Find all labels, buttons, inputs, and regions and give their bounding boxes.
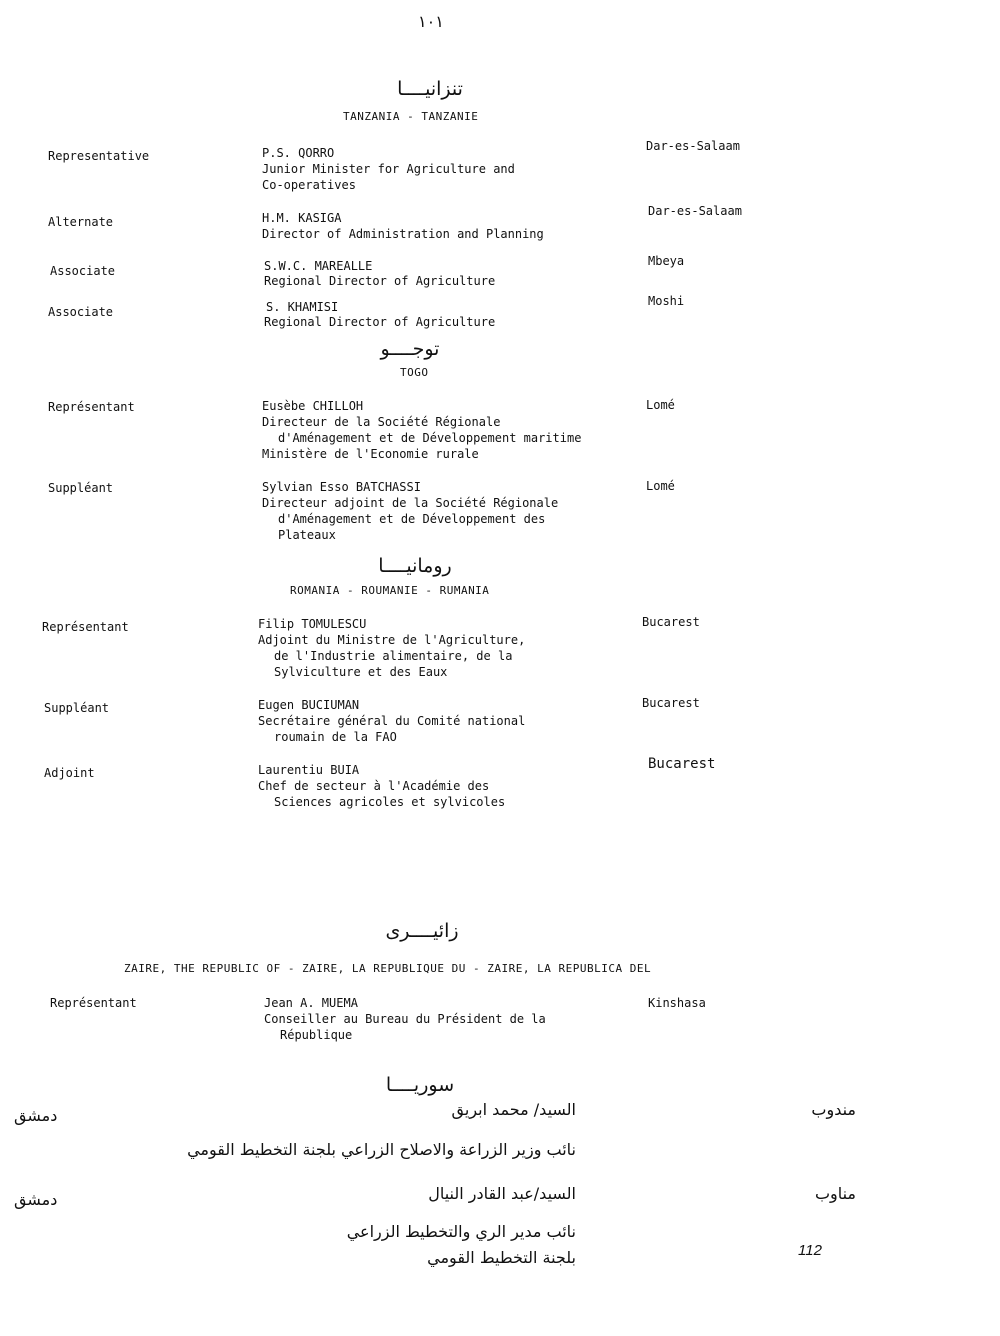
- zaire-arabic-heading: زائيــــرى: [385, 920, 459, 942]
- delegate-name: Jean A. MUEMA: [264, 996, 358, 1010]
- delegate-title-line: نائب وزير الزراعة والاصلاح الزراعي بلجنة التخطيط القومي: [187, 1140, 576, 1159]
- delegate-name: S.W.C. MAREALLE: [264, 259, 373, 273]
- delegate-title-line: نائب مدير الري والتخطيط الزراعي: [346, 1222, 576, 1241]
- delegate-title-line: بلجنة التخطيط القومي: [427, 1248, 576, 1267]
- role-label: Associate: [50, 264, 116, 278]
- delegate-location: Lomé: [646, 398, 675, 412]
- syria-arabic-heading: سوريــــا: [385, 1074, 455, 1096]
- role-label: مناوب: [814, 1184, 856, 1203]
- delegate-title-line: Ministère de l'Economie rurale: [262, 447, 479, 461]
- delegate-location: Bucarest: [642, 696, 700, 710]
- delegate-location: Lomé: [646, 479, 675, 493]
- delegate-location: Kinshasa: [648, 996, 706, 1010]
- delegate-location: دمشق: [14, 1106, 58, 1125]
- togo-arabic-heading: توجــــو: [380, 338, 440, 360]
- role-label: Suppléant: [48, 481, 114, 495]
- page-number-bottom: 112: [798, 1242, 822, 1259]
- delegate-location: Mbeya: [648, 254, 685, 268]
- delegate-title-line: Directeur de la Société Régionale: [262, 415, 501, 429]
- role-label: Alternate: [48, 215, 114, 229]
- delegate-title-line: Regional Director of Agriculture: [264, 274, 496, 288]
- delegate-title-line: de l'Industrie alimentaire, de la: [274, 649, 513, 663]
- role-label: Associate: [48, 305, 114, 319]
- delegate-location: Moshi: [648, 294, 685, 308]
- delegate-title-line: Chef de secteur à l'Académie des: [258, 779, 490, 793]
- delegate-name: H.M. KASIGA: [262, 211, 342, 225]
- togo-heading: TOGO: [400, 366, 429, 379]
- delegate-location: Dar-es-Salaam: [648, 204, 742, 218]
- delegate-title-line: d'Aménagement et de Développement des: [278, 512, 546, 526]
- delegate-location: Bucarest: [642, 615, 700, 629]
- role-label: Représentant: [48, 400, 135, 414]
- delegate-location: دمشق: [14, 1190, 58, 1209]
- delegate-title-line: République: [280, 1028, 353, 1042]
- delegate-title-line: Adjoint du Ministre de l'Agriculture,: [258, 633, 526, 647]
- role-label: مندوب: [811, 1100, 856, 1119]
- delegate-name: Filip TOMULESCU: [258, 617, 367, 631]
- delegate-title-line: Junior Minister for Agriculture and: [262, 162, 515, 176]
- delegate-name: Eusèbe CHILLOH: [262, 399, 364, 413]
- role-label: Représentant: [42, 620, 129, 634]
- delegate-name: السيد/عبد القادر النيال: [428, 1184, 576, 1203]
- page-number-top: ١٠١: [418, 12, 444, 31]
- role-label: Suppléant: [44, 701, 110, 715]
- zaire-heading: ZAIRE, THE REPUBLIC OF - ZAIRE, LA REPUBLIQUE DU - ZAIRE, LA REPUBLICA DEL: [124, 962, 652, 975]
- romania-arabic-heading: رومانيــــا: [378, 555, 452, 577]
- delegate-location: Bucarest: [648, 756, 716, 772]
- romania-heading: ROMANIA - ROUMANIE - RUMANIA: [290, 584, 490, 597]
- delegate-title-line: Directeur adjoint de la Société Régionale: [262, 496, 559, 510]
- delegate-title-line: Director of Administration and Planning: [262, 227, 544, 241]
- delegate-title-line: Conseiller au Bureau du Président de la: [264, 1012, 546, 1026]
- delegate-name: Eugen BUCIUMAN: [258, 698, 360, 712]
- role-label: Representative: [48, 149, 150, 163]
- delegate-title-line: Regional Director of Agriculture: [264, 315, 496, 329]
- delegate-name: السيد/ محمد ابريق: [451, 1100, 576, 1119]
- delegate-title-line: Sciences agricoles et sylvicoles: [274, 795, 506, 809]
- delegate-name: Sylvian Esso BATCHASSI: [262, 480, 421, 494]
- role-label: Représentant: [50, 996, 137, 1010]
- tanzania-arabic-heading: تنزانيــــا: [397, 78, 463, 100]
- delegate-title-line: Plateaux: [278, 528, 336, 542]
- role-label: Adjoint: [44, 766, 95, 780]
- delegate-name: Laurentiu BUIA: [258, 763, 360, 777]
- delegate-name: P.S. QORRO: [262, 146, 335, 160]
- delegate-title-line: Co-operatives: [262, 178, 356, 192]
- delegate-title-line: Secrétaire général du Comité national: [258, 714, 526, 728]
- delegate-title-line: Sylviculture et des Eaux: [274, 665, 448, 679]
- delegate-name: S. KHAMISI: [266, 300, 339, 314]
- delegate-title-line: roumain de la FAO: [274, 730, 397, 744]
- tanzania-heading: TANZANIA - TANZANIE: [343, 110, 479, 123]
- delegate-location: Dar-es-Salaam: [646, 139, 740, 153]
- delegate-title-line: d'Aménagement et de Développement maritime: [278, 431, 582, 445]
